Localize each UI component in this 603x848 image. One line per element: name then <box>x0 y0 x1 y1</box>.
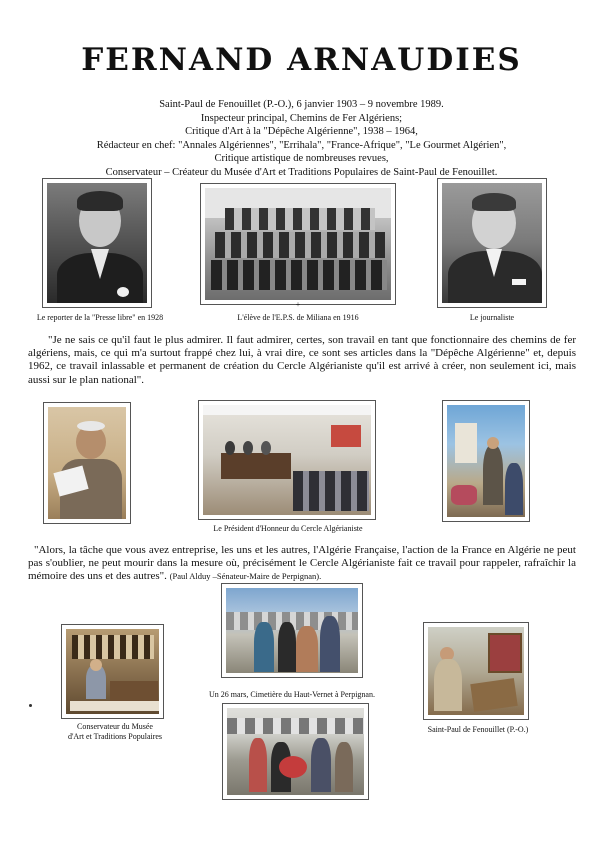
quote-2-text: "Alors, la tâche que vous avez entreprise, les uns et les autres, l'Algérie Française, l'action de la France en Algérie ne peut pas s'oublier, ne peut mourir dans la mesure où, précisément le Cercle Algérianiste fait ce travail pour rappeler, rafraîchir la mémoire des uns et des autres". <box>28 544 576 583</box>
caption-reporter: Le reporter de la "Presse libre" en 1928 <box>36 313 164 322</box>
page-title: FERNAND ARNAUDIES <box>81 42 522 78</box>
caption-cimetiere: Un 26 mars, Cimetière du Haut-Vernet à Perpignan. <box>209 690 375 699</box>
quote-2 <box>28 544 576 584</box>
photo-outdoor-monument <box>442 400 530 522</box>
photo-journalist-portrait <box>437 178 547 308</box>
caption-journaliste: Le journaliste <box>469 313 515 322</box>
bio-line: Saint-Paul de Fenouillet (P.-O.), 6 janvier 1903 – 9 novembre 1989. <box>159 99 444 110</box>
photo-cemetery-group <box>221 583 363 678</box>
quote-2-source: (Paul Alduy –Sénateur-Maire de Perpignan). <box>169 571 322 582</box>
quote-1: "Je ne sais ce qu'il faut le plus admirer. Il faut admirer, certes, son travail en tant que fonctionnaire des chemins de fer algériens, mais, ce qui m'a surtout frappé chez lui, à vrai dire, ce sont ses articles dans la "Dépêche Algérienne" et, depuis 1962, ce travail inlassable et permanent de création du Cercle Algérianiste qu'il est arrivé à créer, non seulement ici, mais aussi sur le plan national". <box>28 334 576 386</box>
photo-class-group <box>200 183 396 305</box>
photo-museum-interior <box>61 624 164 719</box>
photo-speech <box>43 402 131 524</box>
marker: + <box>295 300 301 309</box>
bio-line: Conservateur – Créateur du Musée d'Art et Traditions Populaires de Saint-Paul de Fenouillet. <box>105 166 498 178</box>
bio-line: Critique artistique de nombreuses revues, <box>214 153 389 164</box>
photo-wreath-ceremony <box>222 703 369 800</box>
caption-conservateur-line2: d'Art et Traditions Populaires <box>67 732 163 741</box>
bio-line: Critique d'Art à la "Dépêche Algérienne", 1938 – 1964, <box>185 126 418 137</box>
dot-mark <box>29 704 32 707</box>
photo-saint-paul-exhibit <box>423 622 529 720</box>
caption-president: Le Président d'Honneur du Cercle Algérianiste <box>213 524 363 533</box>
bio-line: Rédacteur en chef: "Annales Algériennes", "Errihala", "France-Afrique", "Le Gourmet Algérien", <box>96 139 507 151</box>
caption-saint-paul: Saint-Paul de Fenouillet (P.-O.) <box>427 725 529 734</box>
biography <box>20 98 583 179</box>
caption-eleve: L'élève de l'E.P.S. de Miliana en 1916 <box>237 313 359 322</box>
photo-conference <box>198 400 376 520</box>
bio-line: Inspecteur principal, Chemins de Fer Algériens; <box>200 112 403 124</box>
photo-reporter-portrait <box>42 178 152 308</box>
caption-conservateur-line1: Conservateur du Musée <box>77 722 153 731</box>
